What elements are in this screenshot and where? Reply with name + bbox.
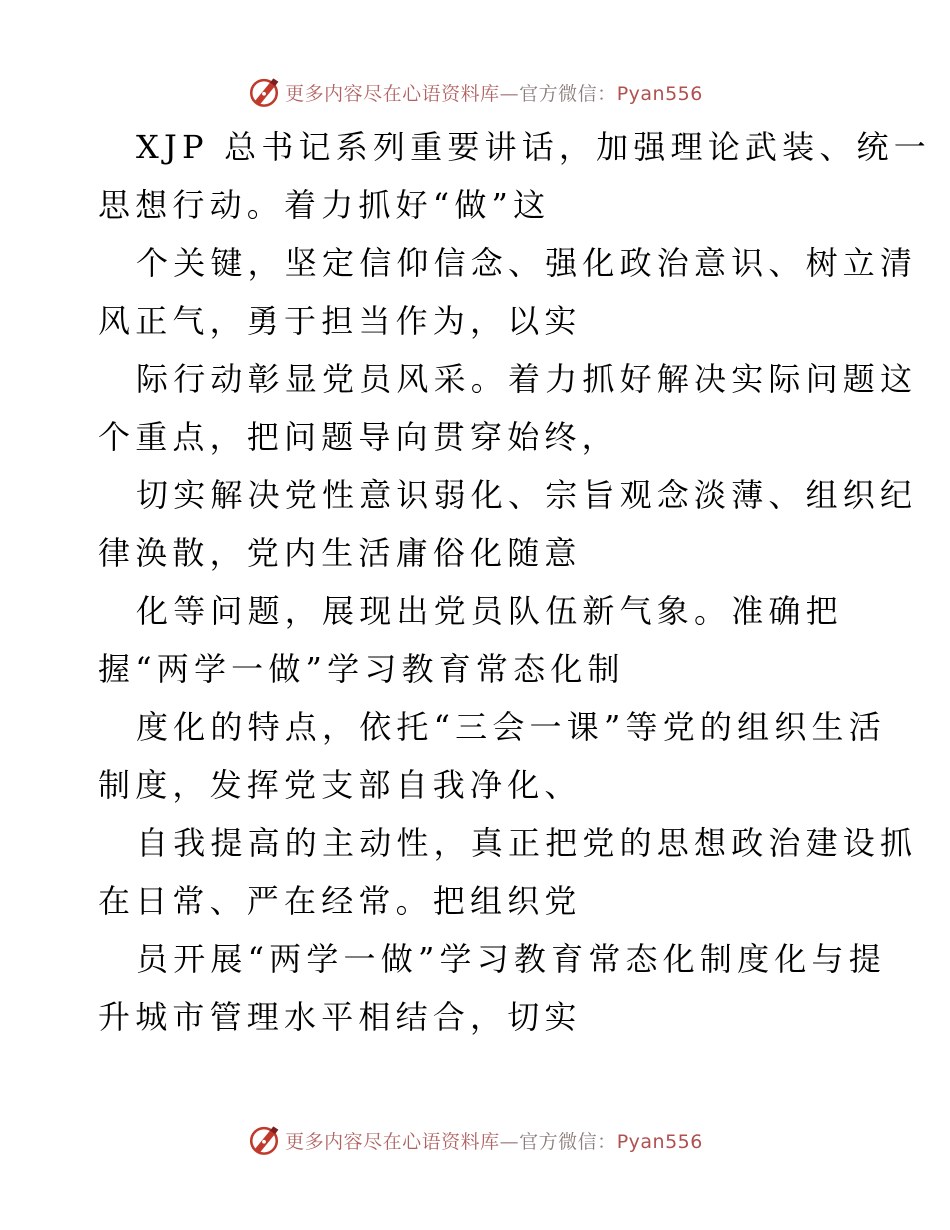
header-watermark-text [285,79,703,106]
body-line: 制度，发挥党支部自我净化、 [98,766,582,804]
footer-wechat-id: Pyan556 [616,1130,703,1153]
body-line: 化等问题，展现出党员队伍新气象。准确把 [136,592,843,630]
pen-nib-logo-icon [247,1123,281,1157]
footer-watermark-text [285,1127,703,1154]
header-watermark-banner [0,72,950,112]
body-line: 思想行动。着力抓好“做”这 [98,186,551,224]
body-line: 风正气，勇于担当作为，以实 [98,302,582,340]
body-line: 切实解决党性意识弱化、宗旨观念淡薄、组织纪 [136,476,918,514]
header-separator: — [499,82,520,105]
header-wechat-id: Pyan556 [616,82,703,105]
body-line: 律涣散，党内生活庸俗化随意 [98,534,582,572]
body-line: 个关键，坚定信仰信念、强化政治意识、树立清 [136,244,918,282]
footer-watermark-banner [0,1120,950,1160]
body-line: 自我提高的主动性，真正把党的思想政治建设抓 [136,824,918,862]
body-line: 际行动彰显党员风采。着力抓好解决实际问题这 [136,360,918,398]
header-site-text: 更多内容尽在心语资料库 [285,82,500,105]
document-body [98,118,931,1046]
body-line: 度化的特点，依托“三会一课”等党的组织生活 [136,708,886,746]
footer-site-text: 更多内容尽在心语资料库 [285,1130,500,1153]
body-line: 握“两学一做”学习教育常态化制 [98,650,625,688]
body-line: 员开展“两学一做”学习教育常态化制度化与提 [136,940,886,978]
header-wechat-label: 官方微信： [519,82,617,105]
footer-separator: — [499,1130,520,1153]
pen-nib-logo-icon [247,75,281,109]
body-line: 个重点，把问题导向贯穿始终， [98,418,619,456]
body-line: 升城市管理水平相结合，切实 [98,998,582,1036]
body-line: 在日常、严在经常。把组织党 [98,882,582,920]
body-line: XJP 总书记系列重要讲话，加强理论武装、统一 [136,128,931,166]
footer-wechat-label: 官方微信： [519,1130,617,1153]
